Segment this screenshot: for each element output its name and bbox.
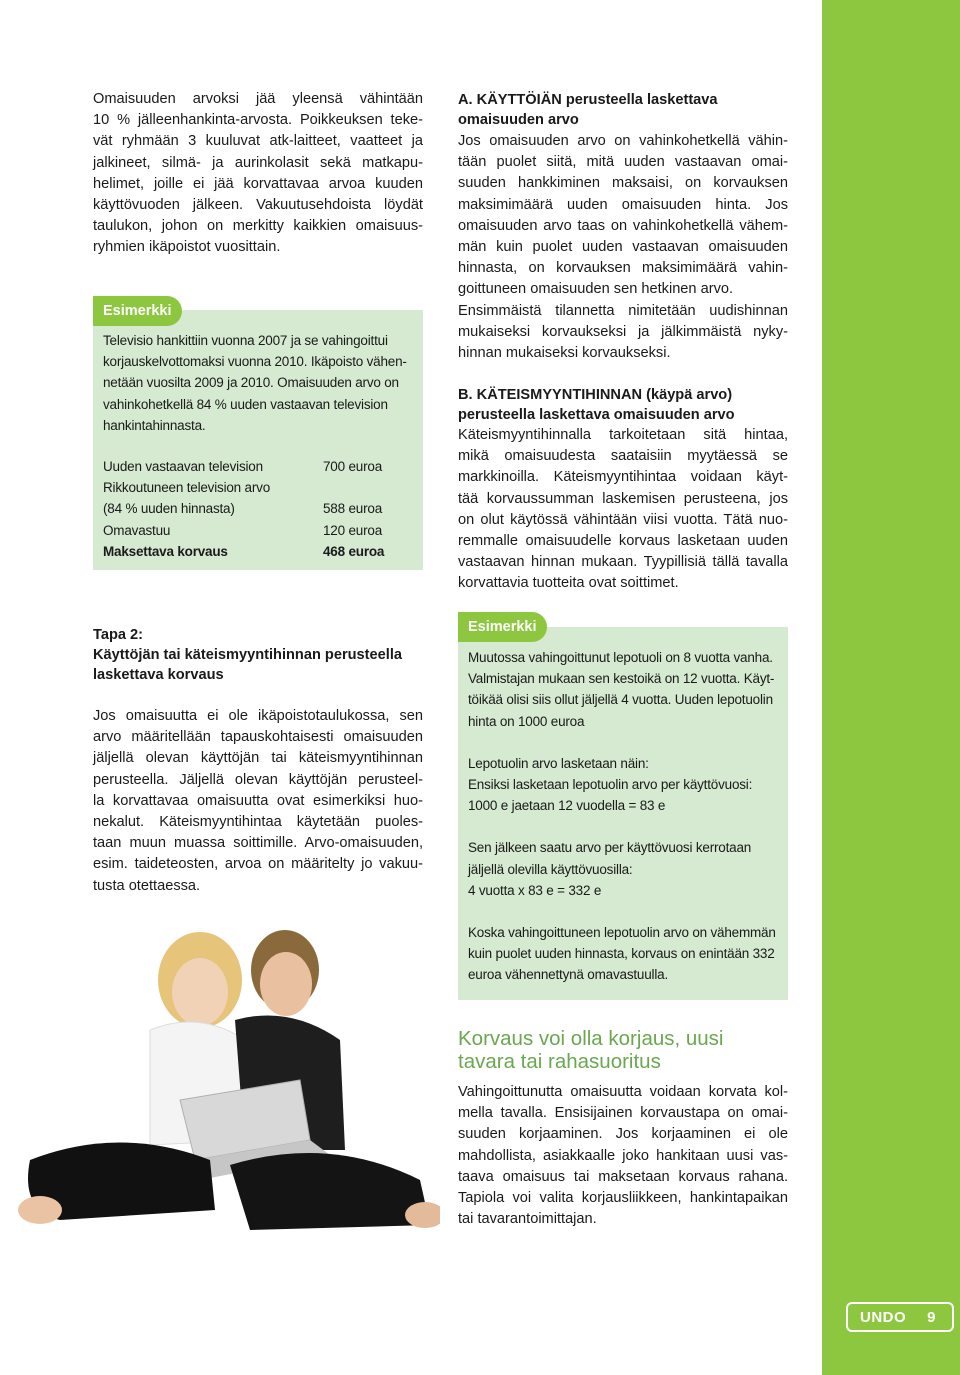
example-box-television — [93, 310, 423, 570]
table-row: Omavastuu 120 euroa — [103, 522, 383, 538]
example-paragraph: Koska vahingoittuneen lepotuolin arvo on vähemmän kuin puolet uuden hinnasta, korvaus on enintään 332 euroa vähennettynä omavastuulla. — [468, 925, 776, 983]
intro-text: Omaisuuden arvoksi jää yleensä vähintään 10 % jälleenhankinta-arvosta. Poikkeuksen teke- vät ryhmään 3 kuuluvat atk-laitteet, vaatteet ja jalkineet, silmä- ja aurinkolasit sekä matkapu- helimet, joille ei jää korvattavaa arvoa kuuden käyttövuoden jälkeen. Vakuutusehdoista löydät taulukon, johon on merkitty kaikkien omaisuus- ryhmien ikäpoistot vuosittain. — [93, 91, 423, 256]
example-label: Esimerkki — [458, 612, 547, 642]
korvaus-text: Vahingoittunutta omaisuutta voidaan korvata kol- mella tavalla. Ensisijainen korvaustapa on omai- suuden korjaaminen. Jos korjaaminen ei ole mahdollista, asiakkaalle joko hankitaan uusi vas- taava omaisuus tai maksetaan korvaus rahana. Tapiola voi valita korjausliikkeen, hankintapaikan tai tavarantoimittajan. — [458, 1084, 788, 1228]
section-b-text: Käteismyyntihinnalla tarkoitetaan sitä hintaa, mikä omaisuudesta saataisiin myytäessä se markkinoilla. Käteismyyntihintaa voidaan käyt- tää korvaussumman laskemisen perusteena, jos on olut käytössä vähintään viisi vuotta. Tätä nuo- remmalle omaisuudelle korvaus lasketaan uuden vastaavan hinnan mukaan. Tyypillisiä tällä tavalla korvattavia tuotteita ovat soittimet. — [458, 427, 788, 592]
brand-label: UNDO — [860, 1308, 907, 1326]
example-text: Televisio hankittiin vuonna 2007 ja se vahingoittui korjauskelvottomaksi vuonna 2010. Ikäpoisto vähen- netään vuosilta 2009 ja 2010. Omaisuuden arvo on vahinkohetkellä 84 % uuden vastaavan television hankintahinnasta. — [103, 333, 407, 433]
example-paragraph: Sen jälkeen saatu arvo per käyttövuosi kerrotaan jäljellä olevilla käyttövuosilla: 4 vuotta x 83 e = 332 e — [468, 840, 752, 898]
korvaus-heading: Korvaus voi olla korjaus, uusi tavara tai rahasuoritus — [458, 1027, 724, 1073]
tapa2-text: Jos omaisuutta ei ole ikäpoistotaulukossa, sen arvo määritellään tapauskohtaisesti omaisuuden jäljellä olevan käyttöjän tai käteismyyntihinnan perusteella. Jäljellä olevan käyttöjän perusteel- la korvattavaa omaisuutta ovat esimerkiksi huo- nekalut. Käteismyyntihintaa käytetään puoles- taan muun muassa soittimille. Arvo-omaisuuden, esim. taideteosten, arvoa on määritelty jo vakuu- tusta otettaessa. — [93, 708, 423, 894]
page-badge — [846, 1302, 954, 1332]
couple-with-laptop-photo — [0, 910, 440, 1240]
example-paragraph: Muutossa vahingoittunut lepotuoli on 8 vuotta vanha. Valmistajan mukaan sen kestoikä on 12 vuotta. Käyt- töikää olisi siis ollut jäljellä 4 vuotta. Uuden lepotuolin hinta on 1000 euroa — [468, 650, 775, 729]
section-title-b: B. KÄTEISMYYNTIHINNAN (käypä arvo) perusteella laskettava omaisuuden arvo — [458, 387, 735, 423]
section-title-tapa2: Tapa 2: Käyttöjän tai käteismyyntihinnan perusteella laskettava korvaus — [93, 627, 402, 683]
example-paragraph: Lepotuolin arvo lasketaan näin: Ensiksi lasketaan lepotuolin arvo per käyttövuosi: 1000 e jaetaan 12 vuodella = 83 e — [468, 755, 753, 814]
section-title-a: A. KÄYTTÖIÄN perusteella laskettava omaisuuden arvo — [458, 92, 718, 128]
table-row-total: Maksettava korvaus 468 euroa — [103, 543, 385, 559]
table-row: Rikkoutuneen television arvo — [103, 480, 270, 496]
side-accent-bar — [822, 0, 960, 1375]
tv-calculation-table — [103, 456, 413, 562]
page-number: 9 — [927, 1308, 936, 1326]
table-row: Uuden vastaavan television 700 euroa — [103, 459, 383, 475]
example-box-lepotuoli — [458, 627, 788, 1000]
section-a-text: Jos omaisuuden arvo on vahinkohetkellä vähin- tään puolet siitä, mitä uuden vastaavan omai- suuden hankkiminen maksaisi, on korvauksen maksimimäärä uuden omaisuuden hinta. Jos omaisuuden arvo taas on vahinkohetkellä vähem- män kuin puolet uuden vastaavan omaisuuden hinnasta, on korvauksen maksimimäärä vahin- goittuneen omaisuuden sen hetkinen arvo. Ensimmäistä tilannetta nimitetään uudishinnan mukaiseksi korvaukseksi ja jälkimmäistä nyky- hinnan mukaiseksi korvaukseksi. — [458, 133, 788, 362]
table-row: (84 % uuden hinnasta) 588 euroa — [103, 501, 383, 517]
example-label: Esimerkki — [93, 296, 182, 326]
